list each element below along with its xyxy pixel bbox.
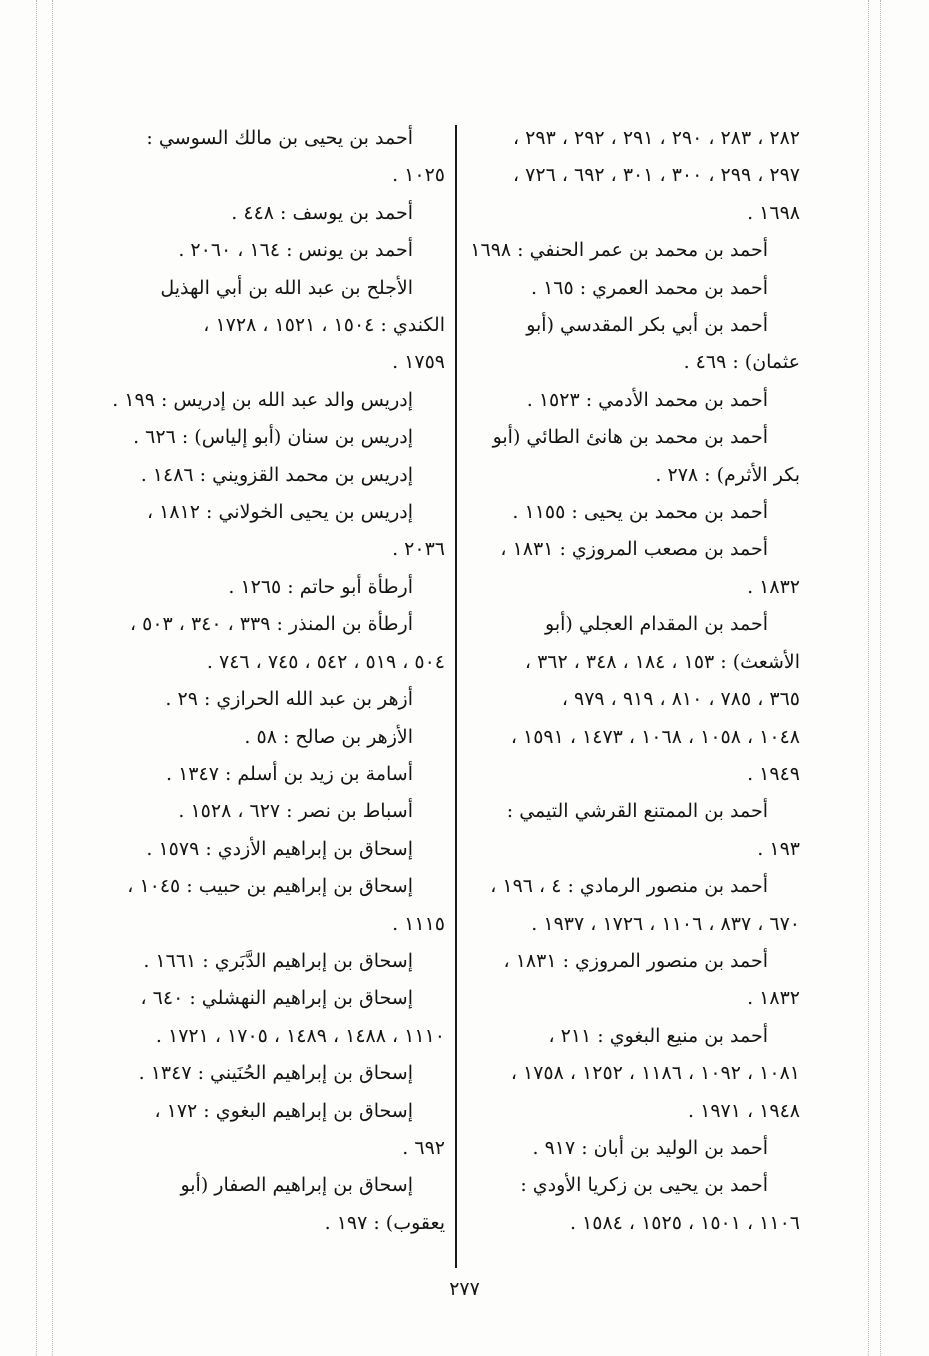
entry-heading: أحمد بن يحيى بن مالك السوسي : (146, 127, 413, 149)
index-entry (465, 793, 800, 868)
index-entry (110, 120, 445, 195)
entry-continuation: الكندي : ١٥٠٤ ، ١٥٢١ ، ١٧٢٨ ، (203, 314, 445, 337)
index-entry (465, 419, 800, 494)
entry-heading: أحمد بن محمد الأدمي : ١٥٢٣ . (526, 388, 768, 411)
entry-heading: أحمد بن أبي بكر المقدسي (أبو (526, 314, 768, 337)
entry-continuation: ١٩٤٨ ، ١٩٧١ . (688, 1099, 800, 1122)
entry-continuation: ٢٨٢ ، ٢٨٣ ، ٢٩٠ ، ٢٩١ ، ٢٩٢ ، ٢٩٣ ، (512, 127, 800, 149)
entry-continuation: عثمان) : ٤٦٩ . (683, 351, 800, 374)
index-entry (465, 606, 800, 793)
entry-heading: أحمد بن الوليد بن أبان : ٩١٧ . (532, 1136, 768, 1159)
index-entry (110, 719, 445, 756)
index-entry (110, 756, 445, 793)
index-entry (110, 831, 445, 868)
index-column-left (110, 120, 445, 1242)
entry-heading: إسحاق بن إبراهيم بن حبيب : ١٠٤٥ ، (127, 875, 413, 898)
index-entry (110, 681, 445, 718)
index-entry (465, 307, 800, 382)
entry-heading: أحمد بن يحيى بن زكريا الأودي : (520, 1174, 768, 1197)
entry-continuation: ٦٩٢ . (402, 1136, 445, 1159)
entry-heading: أحمد بن منصور المروزي : ١٨٣١ ، (503, 949, 768, 972)
index-entry (110, 793, 445, 830)
entry-heading: الأزهر بن صالح : ٥٨ . (244, 725, 413, 748)
entry-heading: الأجلح بن عبد الله بن أبي الهذيل (160, 276, 413, 299)
entry-continuation: ١٠٤٨ ، ١٠٥٨ ، ١٠٦٨ ، ١٤٧٣ ، ١٥٩١ ، (510, 725, 800, 748)
entry-continuation: ١٩٤٩ . (747, 762, 800, 785)
entry-heading: إدريس بن سنان (أبو إلياس) : ٦٢٦ . (133, 426, 413, 449)
index-entry (110, 382, 445, 419)
entry-continuation: ١٠٨١ ، ١٠٩٢ ، ١١٨٦ ، ١٢٥٢ ، ١٧٥٨ ، (510, 1062, 800, 1085)
index-page (110, 120, 800, 1270)
index-entry (465, 1167, 800, 1242)
entry-continuation: ٥٠٤ ، ٥١٩ ، ٥٤٢ ، ٧٤٥ ، ٧٤٦ . (206, 650, 445, 673)
index-entry (465, 494, 800, 531)
entry-continuation: بكر الأثرم) : ٢٧٨ . (655, 463, 800, 486)
entry-continuation: الأشعث) : ١٥٣ ، ١٨٤ ، ٣٤٨ ، ٣٦٢ ، (524, 650, 800, 673)
entry-heading: إدريس والد عبد الله بن إدريس : ١٩٩ . (112, 388, 413, 411)
index-entry (465, 868, 800, 943)
index-entry (465, 943, 800, 1018)
index-entry (110, 270, 445, 382)
column-divider (455, 125, 457, 1268)
entry-heading: أحمد بن محمد بن يحيى : ١١٥٥ . (512, 501, 768, 524)
entry-heading: أحمد بن الممتنع القرشي التيمي : (506, 800, 768, 823)
entry-continuation: ١١١٥ . (392, 912, 445, 935)
index-entry (465, 1018, 800, 1130)
index-entry (110, 980, 445, 1055)
index-entry (110, 569, 445, 606)
entry-heading: أحمد بن محمد بن هانئ الطائي (أبو (492, 426, 768, 449)
index-entry (110, 868, 445, 943)
index-entry (110, 1093, 445, 1168)
index-entry (110, 606, 445, 681)
entry-heading: إسحاق بن إبراهيم النهشلي : ٦٤٠ ، (140, 987, 413, 1010)
entry-continuation: ١٠٢٥ . (392, 164, 445, 187)
entry-heading: إدريس بن محمد القزويني : ١٤٨٦ . (140, 463, 413, 486)
entry-continuation: يعقوب) : ١٩٧ . (324, 1211, 445, 1234)
entry-continuation: ٢٠٣٦ . (392, 538, 445, 561)
entry-heading: أرطأة بن المنذر : ٣٣٩ ، ٣٤٠ ، ٥٠٣ ، (129, 613, 413, 636)
entry-heading: أحمد بن مصعب المروزي : ١٨٣١ ، (500, 538, 768, 561)
entry-heading: أحمد بن المقدام العجلي (أبو (545, 613, 768, 636)
entry-heading: أحمد بن منصور الرمادي : ٤ ، ١٩٦ ، (490, 875, 768, 898)
index-entry (465, 382, 800, 419)
entry-continuation: ١١٠٦ ، ١٥٠١ ، ١٥٢٥ ، ١٥٨٤ . (569, 1211, 800, 1234)
entry-continuation: ١٨٣٢ . (747, 575, 800, 598)
index-entry (110, 943, 445, 980)
entry-heading: أسامة بن زيد بن أسلم : ١٣٤٧ . (166, 762, 413, 785)
entry-continuation: ١١١٠ ، ١٤٨٨ ، ١٤٨٩ ، ١٧٠٥ ، ١٧٢١ . (155, 1024, 445, 1047)
entry-continuation: ١٧٥٩ . (392, 351, 445, 374)
index-entry (110, 195, 445, 232)
entry-heading: إسحاق بن إبراهيم الأزدي : ١٥٧٩ . (146, 837, 413, 860)
index-entry (110, 457, 445, 494)
entry-heading: إدريس بن يحيى الخولاني : ١٨١٢ ، (146, 501, 413, 524)
index-entry (465, 531, 800, 606)
entry-heading: أرطأة أبو حاتم : ١٢٦٥ . (228, 575, 413, 598)
index-entry (110, 1055, 445, 1092)
page-number: ٢٧٧ (449, 1278, 480, 1300)
entry-continuation: ٣٦٥ ، ٧٨٥ ، ٨١٠ ، ٩١٩ ، ٩٧٩ ، (561, 688, 800, 711)
entry-continuation: ٢٩٧ ، ٢٩٩ ، ٣٠٠ ، ٣٠١ ، ٦٩٢ ، ٧٢٦ ، (512, 164, 800, 187)
index-column-right (465, 120, 800, 1242)
entry-continuation: ١٨٣٢ . (747, 987, 800, 1010)
entry-heading: أزهر بن عبد الله الحرازي : ٢٩ . (165, 688, 413, 711)
entry-continuation: ١٩٣ . (757, 837, 800, 860)
entry-heading: إسحاق بن إبراهيم الصفار (أبو (180, 1174, 413, 1197)
entry-heading: أحمد بن يونس : ١٦٤ ، ٢٠٦٠ . (178, 239, 413, 262)
entry-heading: أسباط بن نصر : ٦٢٧ ، ١٥٢٨ . (178, 800, 413, 823)
entry-heading: إسحاق بن إبراهيم الحُنَيني : ١٣٤٧ . (138, 1062, 413, 1085)
entry-heading: أحمد بن يوسف : ٤٤٨ . (231, 201, 413, 224)
index-entry (465, 232, 800, 269)
index-entry (465, 270, 800, 307)
entry-continuation: ١٦٩٨ . (747, 201, 800, 224)
index-entry (465, 120, 800, 232)
entry-continuation: ٦٧٠ ، ٨٣٧ ، ١١٠٦ ، ١٧٢٦ ، ١٩٣٧ . (531, 912, 800, 935)
entry-heading: إسحاق بن إبراهيم البغوي : ١٧٢ ، (154, 1099, 413, 1122)
index-entry (465, 1130, 800, 1167)
index-entry (110, 494, 445, 569)
index-entry (110, 232, 445, 269)
index-entry (110, 419, 445, 456)
entry-heading: أحمد بن محمد العمري : ١٦٥ . (530, 276, 768, 299)
entry-heading: أحمد بن محمد بن عمر الحنفي : ١٦٩٨ (470, 239, 768, 262)
entry-heading: إسحاق بن إبراهيم الدَّبَري : ١٦٦١ . (143, 949, 413, 972)
entry-heading: أحمد بن منيع البغوي : ٢١١ ، (548, 1024, 768, 1047)
index-entry (110, 1167, 445, 1242)
